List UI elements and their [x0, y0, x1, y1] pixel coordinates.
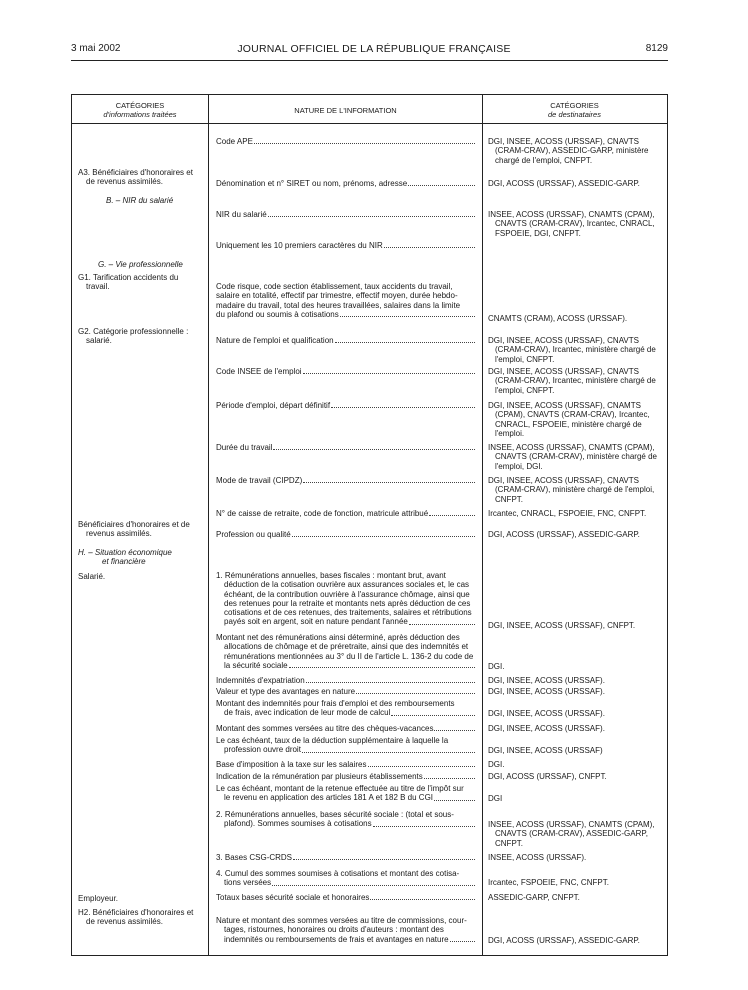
dot-leader: [450, 935, 475, 942]
category-line: Bénéficiaires d'honoraires et de: [78, 520, 190, 529]
nature-line: [216, 893, 475, 902]
dot-leader: [384, 241, 475, 248]
nature-line: [216, 772, 475, 781]
nature-line: [216, 137, 475, 146]
journal-title: JOURNAL OFFICIEL DE LA RÉPUBLIQUE FRANÇAISE: [237, 43, 511, 55]
dot-leader: [303, 476, 475, 483]
category-b: [78, 196, 234, 205]
nature-line: [216, 310, 475, 319]
category-line: revenus assimilés.: [86, 529, 152, 539]
table-row-nature: [216, 893, 475, 902]
category-g1: [78, 273, 206, 292]
table-row-nature: [216, 571, 475, 627]
table-row-destinataires: [488, 936, 664, 945]
table-row-nature: [216, 443, 475, 452]
table-row-destinataires: [488, 367, 664, 395]
dot-leader: [408, 179, 475, 186]
destinataire-line: DGI, INSEE, ACOSS (URSSAF).: [488, 676, 605, 685]
destinataire-line: DGI, INSEE, ACOSS (URSSAF).: [488, 709, 605, 718]
table-row-destinataires: [488, 794, 664, 803]
nature-line: échéant, de la contribution ouvrière à l'assurance chômage, ainsi que: [224, 589, 470, 599]
nature-text: Valeur et type des avantages en nature: [216, 687, 356, 696]
nature-line: [216, 509, 475, 518]
dot-leader: [268, 210, 475, 217]
nature-line: 1. Rémunérations annuelles, bases fiscales : montant brut, avant: [216, 571, 446, 580]
table-row-nature: [216, 633, 475, 670]
dot-leader: [391, 708, 475, 715]
category-line: Salarié.: [78, 572, 106, 581]
table-row-destinataires: [488, 210, 664, 238]
nature-line: salaire en totalité, effectif par trimestre, effectif moyen, durée hebdo-: [216, 291, 458, 301]
category-line: et financière: [102, 557, 146, 567]
table-row-nature: [216, 401, 475, 410]
dot-leader: [254, 137, 475, 144]
nature-text: 3. Bases CSG-CRDS: [216, 853, 293, 862]
destinataire-line: CNFPT.: [495, 838, 523, 848]
nature-line: [216, 760, 475, 769]
dot-leader: [356, 687, 475, 694]
destinataire-line: CNAVTS (CRAM-CRAV), Ircantec, CNRACL,: [495, 219, 655, 229]
destinataire-line: (CPAM), CNAVTS (CRAM-CRAV), Ircantec,: [495, 410, 650, 420]
table-row-destinataires: [488, 179, 664, 188]
nature-text: Profession ou qualité: [216, 530, 291, 539]
nature-text: Montant des sommes versées au titre des chèques-vacances: [216, 724, 434, 733]
nature-line: tages, ristournes, honoraires ou droits d'auteurs : montant des: [224, 925, 444, 935]
nature-text: Durée du travail: [216, 443, 273, 452]
destinataire-line: CNAVTS (CRAM-CRAV), ministère chargé de: [495, 452, 657, 462]
table-row-nature: [216, 137, 475, 146]
table-row-destinataires: [488, 772, 664, 781]
nature-line: allocations de chômage et de préretraite, ainsi que des indemnités et: [224, 642, 469, 652]
nature-text: indemnités ou remboursements de frais et avantages en nature: [224, 934, 449, 944]
nature-line: 4. Cumul des sommes soumises à cotisations et montant des cotisa-: [216, 869, 460, 878]
nature-text: Code APE: [216, 137, 253, 146]
nature-text: Base d'imposition à la taxe sur les salaires: [216, 760, 367, 769]
column-header-destinataires: [483, 101, 666, 119]
nature-text: Nature de l'emploi et qualification: [216, 336, 334, 345]
table-row-nature: [216, 736, 475, 755]
table-row-nature: [216, 282, 475, 319]
col1-subtitle: d'informations traitées: [103, 110, 177, 119]
dot-leader: [335, 336, 475, 343]
destinataire-line: DGI, INSEE, ACOSS (URSSAF), CNAMTS: [488, 401, 641, 410]
page-date: 3 mai 2002: [71, 43, 121, 54]
destinataire-line: (CRAM-CRAV), Ircantec, ministère chargé de: [495, 345, 656, 355]
nature-line: Code risque, code section établissement, taux accidents du travail,: [216, 282, 453, 291]
dot-leader: [424, 772, 475, 779]
table-row-destinataires: [488, 676, 664, 685]
destinataire-line: CNAMTS (CRAM), ACOSS (URSSAF).: [488, 314, 628, 323]
nature-line: [216, 708, 475, 717]
category-line: G2. Catégorie professionnelle :: [78, 327, 189, 336]
destinataire-line: FSPOEIE, DGI, CNFPT.: [495, 228, 581, 238]
destinataire-line: l'emploi, CNFPT.: [495, 385, 555, 395]
table-row-nature: [216, 476, 475, 485]
col3-title: CATÉGORIES: [550, 101, 599, 110]
nature-line: [216, 336, 475, 345]
category-line: de revenus assimilés.: [86, 917, 163, 927]
nature-line: [216, 935, 475, 944]
dot-leader: [289, 661, 475, 668]
nature-text: tions versées: [224, 878, 272, 888]
nature-text: Code INSEE de l'emploi: [216, 367, 302, 376]
nature-line: déduction de la cotisation ouvrière aux assurances sociales et, le cas: [224, 580, 470, 590]
nature-line: [216, 210, 475, 219]
nature-text: Dénomination et n° SIRET ou nom, prénoms, adresse: [216, 179, 408, 188]
table-row-destinataires: [488, 401, 664, 438]
category-employeur: [78, 894, 206, 903]
table-row-destinataires: [488, 746, 664, 755]
column-divider-2: [482, 94, 483, 956]
nature-line: Montant net des rémunérations ainsi déterminé, après déduction des: [216, 633, 460, 642]
column-divider-1: [208, 94, 209, 956]
destinataire-line: DGI, ACOSS (URSSAF), CNFPT.: [488, 772, 607, 781]
table-row-nature: [216, 772, 475, 781]
table-row-nature: [216, 241, 475, 250]
dot-leader: [303, 367, 475, 374]
table-row-nature: [216, 687, 475, 696]
category-line: H. – Situation économique: [78, 548, 172, 557]
destinataire-line: CNAVTS (CRAM-CRAV), ASSEDIC-GARP,: [495, 829, 648, 839]
category-line: B. – NIR du salarié: [106, 196, 174, 205]
nature-line: [216, 676, 475, 685]
destinataire-line: DGI.: [488, 662, 505, 671]
dot-leader: [429, 509, 475, 516]
category-line: travail.: [86, 282, 110, 292]
nature-text: NIR du salarié: [216, 210, 267, 219]
table-row-nature: [216, 336, 475, 345]
table-row-nature: [216, 784, 475, 803]
table-row-nature: [216, 916, 475, 944]
table-row-destinataires: [488, 137, 664, 165]
dot-leader: [373, 819, 475, 826]
destinataire-line: DGI, INSEE, ACOSS (URSSAF): [488, 746, 603, 755]
nature-line: Montant des indemnités pour frais d'emploi et des remboursements: [216, 699, 455, 708]
dot-leader: [302, 745, 475, 752]
dot-leader: [331, 401, 475, 408]
table-row-destinataires: [488, 530, 664, 539]
column-header-categories: [72, 101, 208, 119]
header-rule: [71, 60, 668, 61]
destinataire-line: Ircantec, FSPOEIE, FNC, CNFPT.: [488, 878, 609, 887]
category-line: H2. Bénéficiaires d'honoraires et: [78, 908, 194, 917]
destinataire-line: INSEE, ACOSS (URSSAF), CNAMTS (CPAM),: [488, 820, 655, 829]
destinataire-line: (CRAM-CRAV), Ircantec, ministère chargé de: [495, 376, 656, 386]
page-number: 8129: [645, 43, 668, 54]
table-row-destinataires: [488, 878, 664, 887]
table-row-destinataires: [488, 336, 664, 364]
destinataire-line: DGI, ACOSS (URSSAF), ASSEDIC-GARP.: [488, 530, 640, 539]
destinataire-line: DGI.: [488, 760, 505, 769]
dot-leader: [292, 530, 475, 537]
table-row-nature: [216, 810, 475, 829]
nature-text: de frais, avec indication de leur mode de calcul: [224, 708, 391, 718]
nature-line: [216, 793, 475, 802]
dot-leader: [273, 443, 475, 450]
table-row-destinataires: [488, 509, 664, 518]
nature-line: Le cas échéant, montant de la retenue effectuée au titre de l'impôt sur: [216, 784, 464, 793]
nature-text: Totaux bases sécurité sociale et honoraires: [216, 893, 370, 902]
category-line: G. – Vie professionnelle: [98, 260, 183, 269]
nature-line: Nature et montant des sommes versées au titre de commissions, cour-: [216, 916, 467, 925]
destinataire-line: l'emploi, DGI.: [495, 461, 543, 471]
dot-leader: [340, 310, 475, 317]
destinataire-line: Ircantec, CNRACL, FSPOEIE, FNC, CNFPT.: [488, 509, 647, 518]
table-row-nature: [216, 869, 475, 888]
destinataire-line: DGI, INSEE, ACOSS (URSSAF).: [488, 724, 605, 733]
table-row-nature: [216, 530, 475, 539]
table-row-nature: [216, 210, 475, 219]
destinataire-line: DGI, INSEE, ACOSS (URSSAF), CNAVTS: [488, 367, 639, 376]
nature-line: [216, 819, 475, 828]
category-line: salarié.: [86, 336, 112, 346]
table-row-nature: [216, 853, 475, 862]
destinataire-line: DGI, ACOSS (URSSAF), ASSEDIC-GARP.: [488, 179, 640, 188]
nature-text: N° de caisse de retraite, code de fonction, matricule attribué: [216, 509, 429, 518]
nature-line: [216, 617, 475, 626]
col3-subtitle: de destinataires: [548, 110, 601, 119]
destinataire-line: DGI, INSEE, ACOSS (URSSAF), CNFPT.: [488, 621, 636, 630]
category-a3: [78, 168, 206, 187]
category-line: A3. Bénéficiaires d'honoraires et: [78, 168, 193, 177]
category-g: [78, 260, 226, 269]
nature-text: profession ouvre droit: [224, 745, 301, 755]
dot-leader: [409, 617, 475, 624]
destinataire-line: DGI, INSEE, ACOSS (URSSAF), CNAVTS: [488, 336, 639, 345]
table-row-destinataires: [488, 662, 664, 671]
nature-line: [216, 179, 475, 188]
destinataire-line: l'emploi.: [495, 428, 525, 438]
nature-line: [216, 476, 475, 485]
destinataire-line: DGI, INSEE, ACOSS (URSSAF), CNAVTS: [488, 137, 639, 146]
table-row-destinataires: [488, 621, 664, 630]
column-header-nature: NATURE DE L'INFORMATION: [294, 106, 397, 115]
category-line: Employeur.: [78, 894, 119, 903]
nature-line: [216, 687, 475, 696]
destinataire-line: DGI, ACOSS (URSSAF), ASSEDIC-GARP.: [488, 936, 640, 945]
destinataire-line: INSEE, ACOSS (URSSAF).: [488, 853, 587, 862]
table-row-nature: [216, 724, 475, 733]
nature-line: madaire du travail, total des heures travaillées, salaires dans la limite: [216, 300, 461, 310]
nature-line: cotisations et de ces retenues, des traitements, salaires et rétributions: [224, 608, 472, 618]
nature-line: rémunérations mentionnées au 3° du II de l'article L. 136-2 du code de: [224, 651, 474, 661]
nature-line: [216, 853, 475, 862]
dot-leader: [370, 893, 475, 900]
destinataire-line: l'emploi, CNFPT.: [495, 354, 555, 364]
nature-line: [216, 443, 475, 452]
table-row-destinataires: [488, 724, 664, 733]
table-row-destinataires: [488, 853, 664, 862]
dot-leader: [434, 793, 475, 800]
dot-leader: [272, 878, 475, 885]
nature-line: [216, 367, 475, 376]
nature-text: Mode de travail (CIPDZ): [216, 476, 303, 485]
dot-leader: [368, 760, 476, 767]
table-row-nature: [216, 179, 475, 188]
category-beneficiaires: [78, 520, 206, 539]
nature-text: le revenu en application des articles 181 A et 182 B du CGI: [224, 793, 434, 803]
category-g2: [78, 327, 206, 346]
nature-text: payés soit en argent, soit en nature pendant l'année: [224, 617, 408, 627]
header-divider: [71, 123, 668, 124]
nature-text: Indication de la rémunération par plusieurs établissements: [216, 772, 423, 781]
nature-line: Le cas échéant, taux de la déduction supplémentaire à laquelle la: [216, 736, 449, 745]
destinataire-line: chargé de l'emploi, CNFPT.: [495, 155, 593, 165]
category-line: G1. Tarification accidents du: [78, 273, 179, 282]
table-row-destinataires: [488, 893, 664, 902]
table-row-nature: [216, 699, 475, 718]
nature-line: 2. Rémunérations annuelles, bases sécurité sociale : (total et sous-: [216, 810, 454, 819]
table-row-destinataires: [488, 314, 664, 323]
destinataire-line: DGI, INSEE, ACOSS (URSSAF), CNAVTS: [488, 476, 639, 485]
category-h: [78, 548, 206, 567]
destinataire-line: (CRAM-CRAV), ministère chargé de l'emploi,: [495, 485, 655, 495]
dot-leader: [293, 853, 475, 860]
destinataire-line: INSEE, ACOSS (URSSAF), CNAMTS (CPAM),: [488, 443, 655, 452]
destinataire-line: CNRACL, FSPOEIE, ministère chargé de: [495, 419, 642, 429]
nature-line: [216, 661, 475, 670]
dot-leader: [306, 676, 475, 683]
destinataire-line: ASSEDIC-GARP, CNFPT.: [488, 893, 580, 902]
category-salarie: [78, 572, 206, 581]
dot-leader: [434, 724, 475, 731]
destinataire-line: (CRAM-CRAV), ASSEDIC-GARP, ministère: [495, 146, 649, 156]
table-row-nature: [216, 367, 475, 376]
table-row-destinataires: [488, 687, 664, 696]
nature-line: [216, 530, 475, 539]
table-row-destinataires: [488, 443, 664, 471]
nature-text: plafond). Sommes soumises à cotisations: [224, 819, 372, 829]
nature-text: Période d'emploi, départ définitif: [216, 401, 331, 410]
category-h2: [78, 908, 206, 927]
table-row-nature: [216, 509, 475, 518]
nature-line: [216, 401, 475, 410]
table-row-destinataires: [488, 760, 664, 769]
nature-line: [216, 241, 475, 250]
destinataire-line: DGI: [488, 794, 503, 803]
nature-text: Uniquement les 10 premiers caractères du NIR: [216, 241, 383, 250]
category-line: de revenus assimilés.: [86, 177, 163, 187]
nature-line: [216, 878, 475, 887]
table-row-destinataires: [488, 709, 664, 718]
nature-line: [216, 745, 475, 754]
destinataire-line: CNFPT.: [495, 494, 523, 504]
table-row-nature: [216, 676, 475, 685]
nature-text: la sécurité sociale: [224, 660, 288, 670]
nature-text: du plafond ou soumis à cotisations: [216, 309, 339, 319]
nature-text: Indemnités d'expatriation: [216, 676, 305, 685]
table-row-destinataires: [488, 820, 664, 848]
nature-line: [216, 724, 475, 733]
destinataire-line: INSEE, ACOSS (URSSAF), CNAMTS (CPAM),: [488, 210, 655, 219]
nature-line: des retenues pour la retraite et montants nets après déduction de ces: [224, 598, 471, 608]
col1-title: CATÉGORIES: [115, 101, 165, 110]
table-row-nature: [216, 760, 475, 769]
table-row-destinataires: [488, 476, 664, 504]
destinataire-line: DGI, INSEE, ACOSS (URSSAF).: [488, 687, 605, 696]
